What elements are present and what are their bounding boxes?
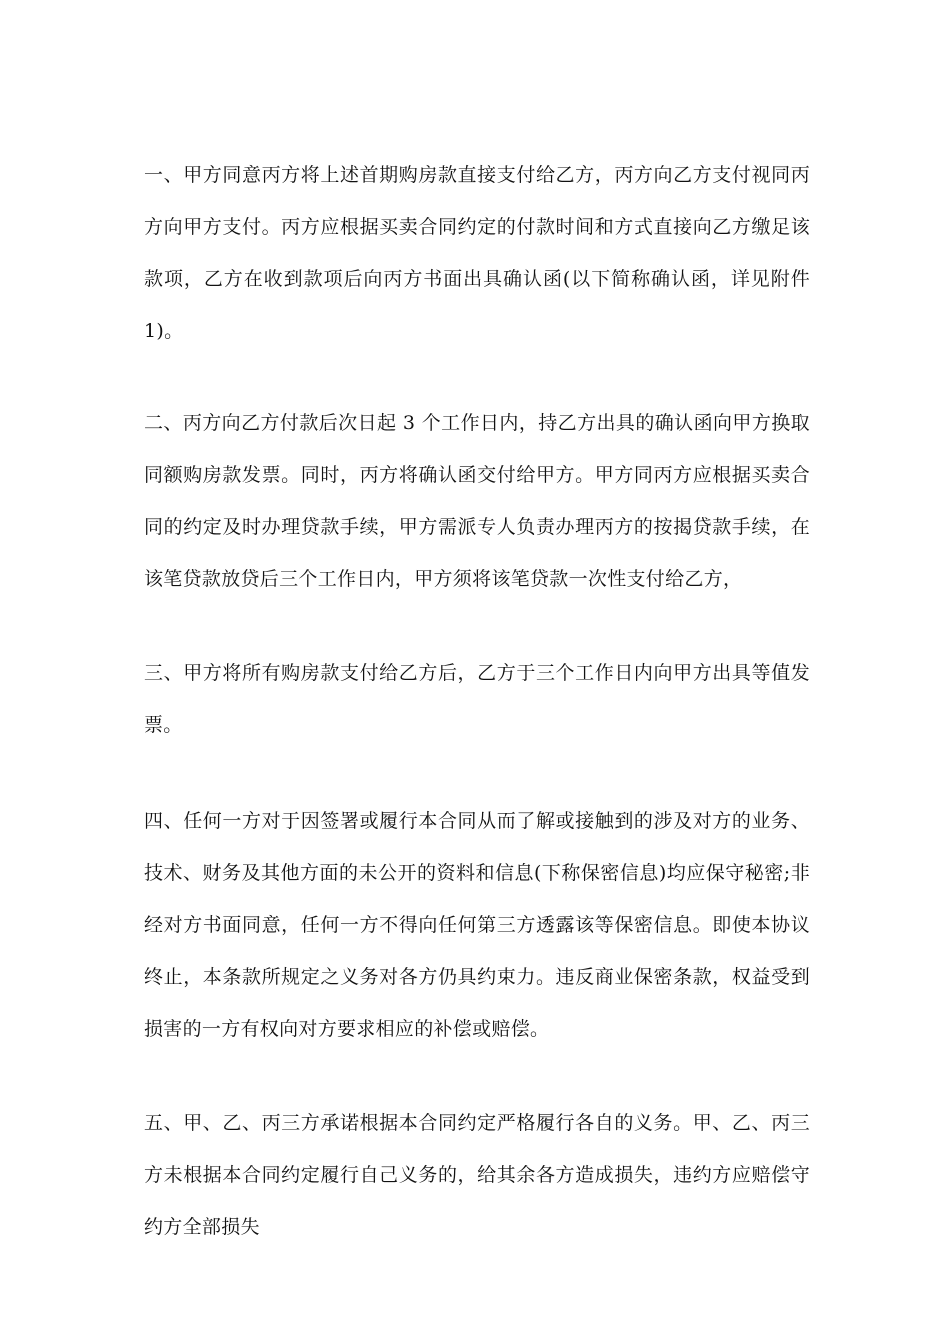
clause-line: 三、甲方将所有购房款支付给乙方后，乙方于三个工作日内向甲方出具等值发: [144, 662, 810, 684]
clause-line: 损害的一方有权向对方要求相应的补偿或赔偿。: [144, 1018, 550, 1040]
clause-4: [144, 795, 810, 1055]
clause-line: 票。: [144, 714, 183, 736]
clause-2: [144, 397, 810, 605]
clause-line: 四、任何一方对于因签署或履行本合同从而了解或接触到的涉及对方的业务、: [144, 810, 810, 832]
clause-line: 经对方书面同意，任何一方不得向任何第三方透露该等保密信息。即使本协议: [144, 914, 810, 936]
clause-line: 约方全部损失: [144, 1216, 260, 1238]
clause-line: 终止，本条款所规定之义务对各方仍具约束力。违反商业保密条款，权益受到: [144, 966, 810, 988]
clause-line: 一、甲方同意丙方将上述首期购房款直接支付给乙方，丙方向乙方支付视同丙: [144, 164, 810, 186]
clause-line: 该笔贷款放贷后三个工作日内，甲方须将该笔贷款一次性支付给乙方，: [144, 568, 743, 590]
clause-line: 款项，乙方在收到款项后向丙方书面出具确认函(以下简称确认函，详见附件: [144, 268, 810, 290]
clause-line: 1)。: [144, 320, 184, 342]
clause-line: 二、丙方向乙方付款后次日起 3 个工作日内，持乙方出具的确认函向甲方换取: [144, 412, 810, 434]
clause-line: 同的约定及时办理贷款手续，甲方需派专人负责办理丙方的按揭贷款手续，在: [144, 516, 810, 538]
clause-line: 五、甲、乙、丙三方承诺根据本合同约定严格履行各自的义务。甲、乙、丙三: [144, 1112, 810, 1134]
clause-line: 方未根据本合同约定履行自己义务的，给其余各方造成损失，违约方应赔偿守: [144, 1164, 810, 1186]
clause-1: [144, 149, 810, 357]
clause-line: 方向甲方支付。丙方应根据买卖合同约定的付款时间和方式直接向乙方缴足该: [144, 216, 810, 238]
clause-line: 技术、财务及其他方面的未公开的资料和信息(下称保密信息)均应保守秘密;非: [144, 862, 810, 884]
clause-line: 同额购房款发票。同时，丙方将确认函交付给甲方。甲方同丙方应根据买卖合: [144, 464, 810, 486]
clause-3: [144, 647, 810, 751]
clause-5: [144, 1097, 810, 1253]
